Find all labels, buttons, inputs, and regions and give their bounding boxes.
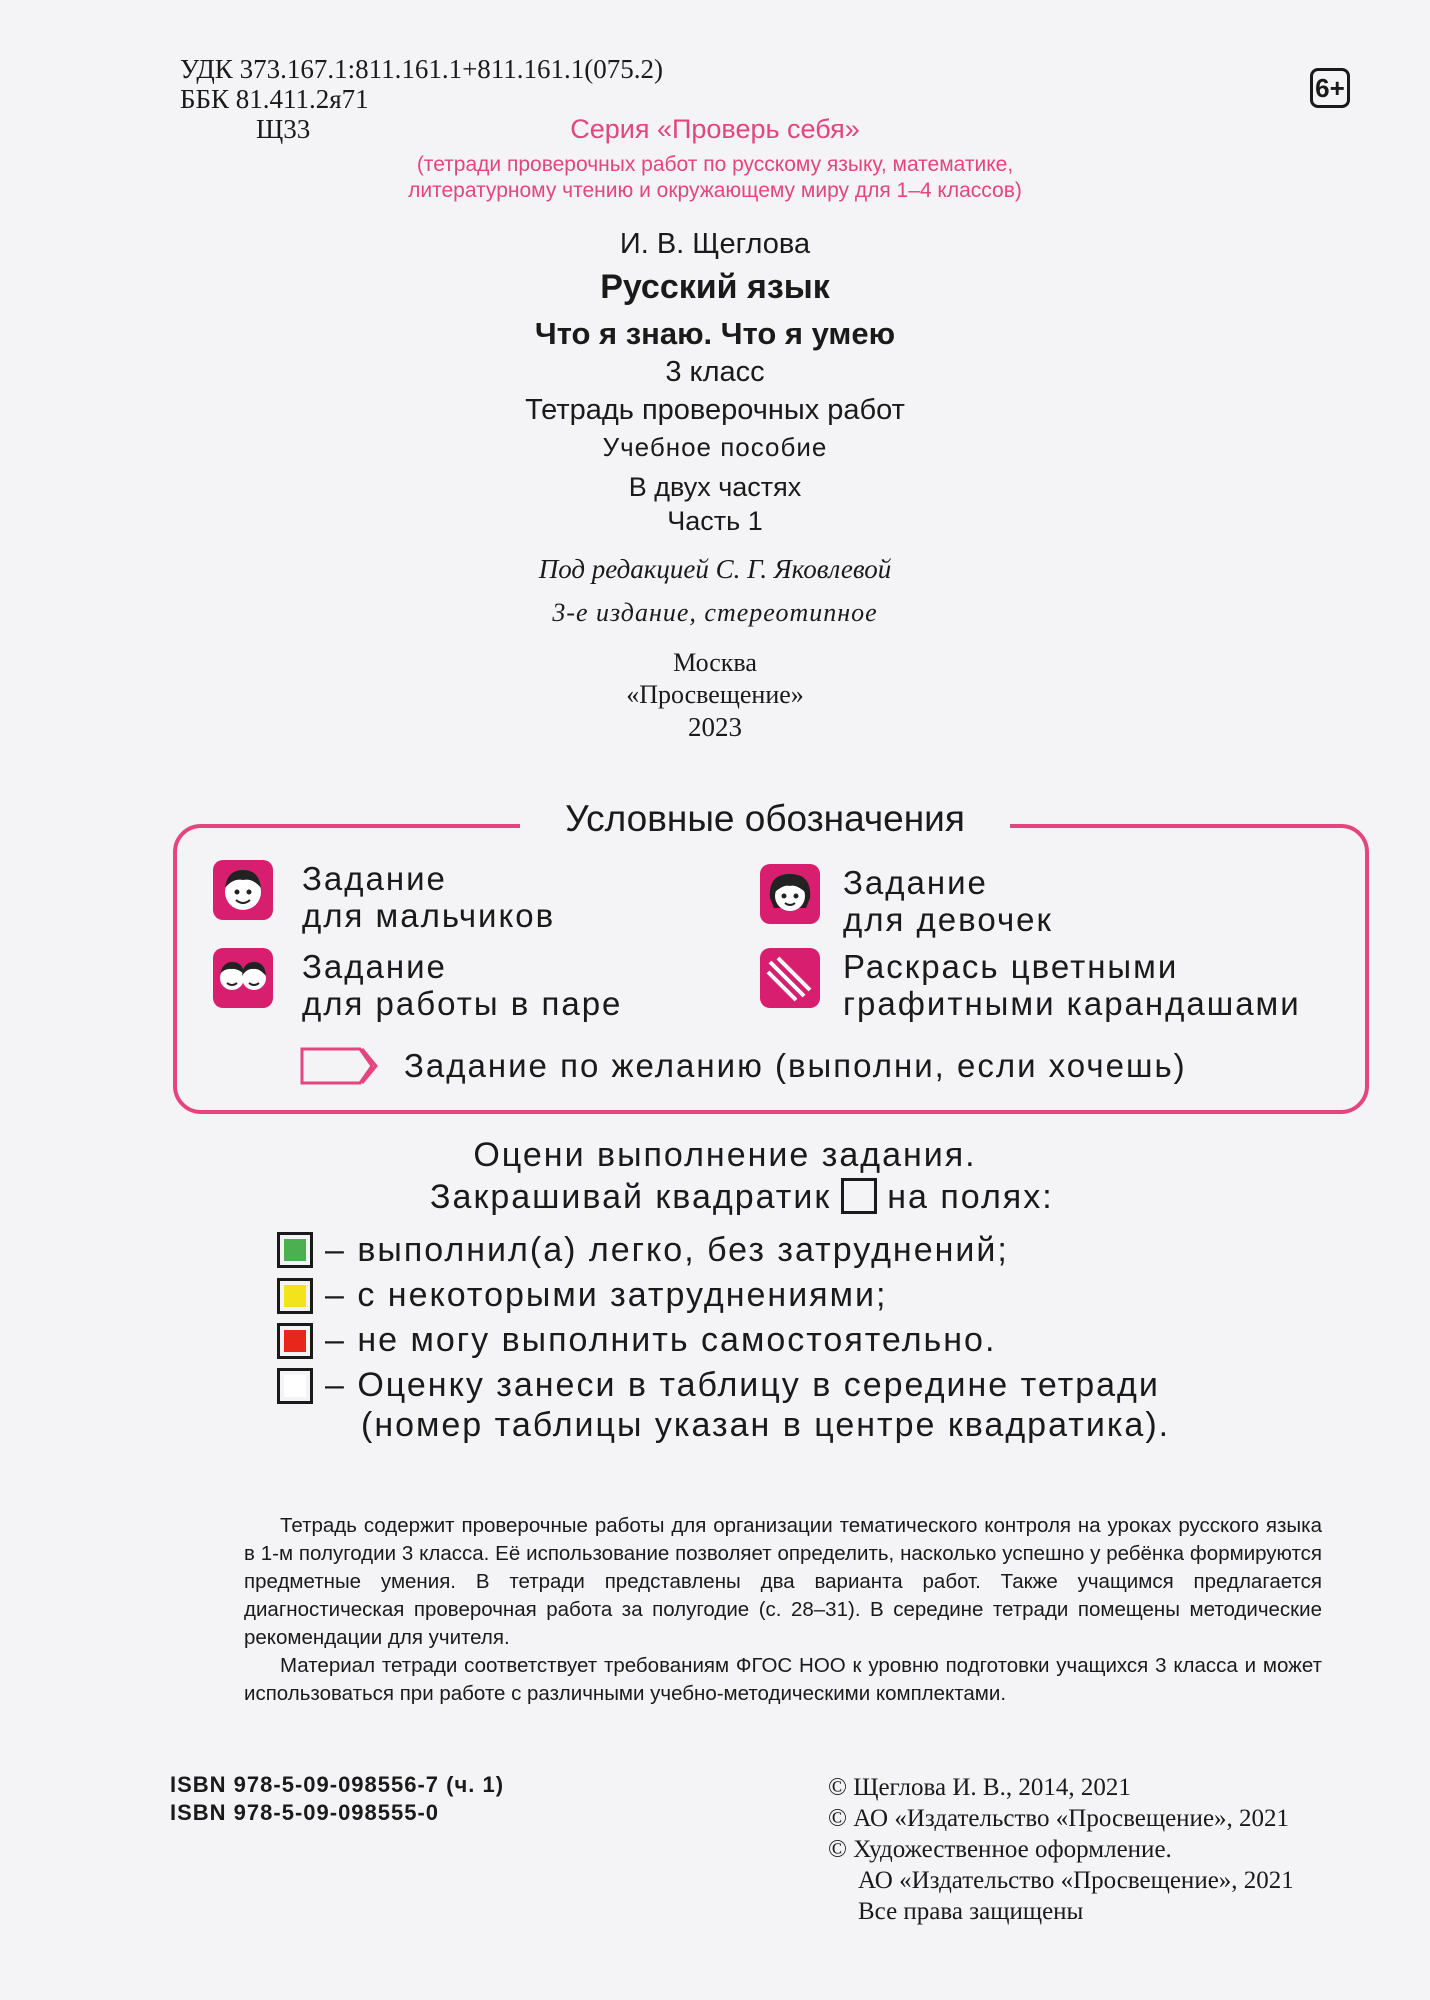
evaluation-item-table-line1: – Оценку занеси в таблицу в середине тетради [325,1366,1160,1404]
legend-pencils-line2: графитными карандашами [843,985,1301,1022]
series-title: Серия «Проверь себя» [570,114,860,144]
book-edition: 3-е издание, стереотипное [552,598,878,627]
description-paragraph-2: Материал тетради соответствует требованиям ФГОС НОО к уровню подготовки учащихся 3 класса и может использоваться при работе с различными учебно-методическими комплектами. [244,1654,1322,1705]
publication-year: 2023 [688,712,742,742]
book-author: И. В. Щеглова [619,228,811,260]
red-square-icon [277,1323,313,1359]
author-mark: Щ33 [256,114,311,144]
evaluation-instruction-a: Закрашивай квадратик [430,1178,832,1216]
green-square-icon [277,1232,313,1268]
legend-boys-text [302,860,555,934]
evaluation-instruction [430,1178,1054,1217]
legend-boys-line2: для мальчиков [302,897,556,934]
copyright-block [828,1772,1294,1927]
pencils-icon [760,948,820,1008]
legend-pair-line2: для работы в паре [302,985,623,1022]
book-purpose: Учебное пособие [602,432,828,462]
legend-pencils-line1: Раскрась цветными [843,948,1179,985]
pair-icon [213,948,273,1008]
isbn-part1: ISBN 978-5-09-098556-7 (ч. 1) [170,1772,505,1797]
legend-girls-text [843,864,1053,938]
white-square-icon [277,1368,313,1404]
book-kind: Тетрадь проверочных работ [525,394,905,426]
empty-square-icon [841,1178,877,1214]
legend-pencils-text [843,948,1301,1022]
legend-boys-line1: Задание [302,860,447,897]
evaluation-instruction-b: на полях: [887,1178,1054,1216]
copyright-design-publisher: АО «Издательство «Просвещение», 2021 [858,1867,1294,1894]
book-title: Русский язык [600,268,830,306]
copyright-author: © Щеглова И. В., 2014, 2021 [828,1774,1131,1801]
evaluation-item-easy: – выполнил(а) легко, без затруднений; [325,1231,1009,1269]
book-grade: 3 класс [665,356,765,388]
book-parts: В двух частях [628,472,802,502]
evaluation-heading: Оцени выполнение задания. [473,1136,977,1174]
evaluation-item-cannot: – не могу выполнить самостоятельно. [325,1321,997,1359]
book-subtitle: Что я знаю. Что я умею [534,316,896,351]
evaluation-item-some-difficulty: – с некоторыми затруднениями; [325,1276,888,1314]
copyright-design: © Художественное оформление. [828,1836,1172,1863]
legend-pair-text [302,948,622,1022]
udk-code: УДК 373.167.1:811.161.1+811.161.1(075.2) [180,54,664,84]
legend-optional-text: Задание по желанию (выполни, если хочешь) [404,1047,1187,1084]
age-rating-badge: 6+ [1310,68,1350,108]
legend-girls-line1: Задание [843,864,988,901]
publisher-city: Москва [673,648,757,677]
series-note [0,152,1430,204]
yellow-square-icon [277,1278,313,1314]
arrow-icon [300,1045,380,1087]
evaluation-item-table-line2: (номер таблицы указан в центре квадратика). [361,1406,1171,1444]
description-paragraph-1: Тетрадь содержит проверочные работы для организации тематического контроля на уроках русского языка в 1-м полугодии 3 класса. Её использование позволяет определить, насколько успешно у ребёнка формируются предметные умения. В тетради представлены два варианта работ. Также учащимся предлагается диагностическая проверочная работа за полугодие (с. 28–31). В середине тетради помещены методические рекомендации для учителя. [244,1514,1322,1649]
publisher-name: «Просвещение» [626,680,804,709]
rights-reserved: Все права защищены [858,1898,1084,1925]
series-note-line2: литературному чтению и окружающему миру для 1–4 классов) [408,179,1022,202]
boy-icon [213,860,273,920]
legend-title: Условные обозначения [520,798,1010,840]
evaluation-item-table [325,1365,1170,1445]
description [244,1512,1322,1708]
legend-pair-line1: Задание [302,948,447,985]
book-editor: Под редакцией С. Г. Яковлевой [538,554,892,584]
series-note-line1: (тетради проверочных работ по русскому языку, математике, [416,153,1014,176]
book-part: Часть 1 [667,506,763,536]
copyright-publisher: © АО «Издательство «Просвещение», 2021 [828,1805,1290,1832]
girl-icon [760,864,820,924]
bbk-code: ББК 81.411.2я71 [180,84,369,114]
isbn-general: ISBN 978-5-09-098555-0 [170,1800,440,1825]
legend-girls-line2: для девочек [843,901,1053,938]
